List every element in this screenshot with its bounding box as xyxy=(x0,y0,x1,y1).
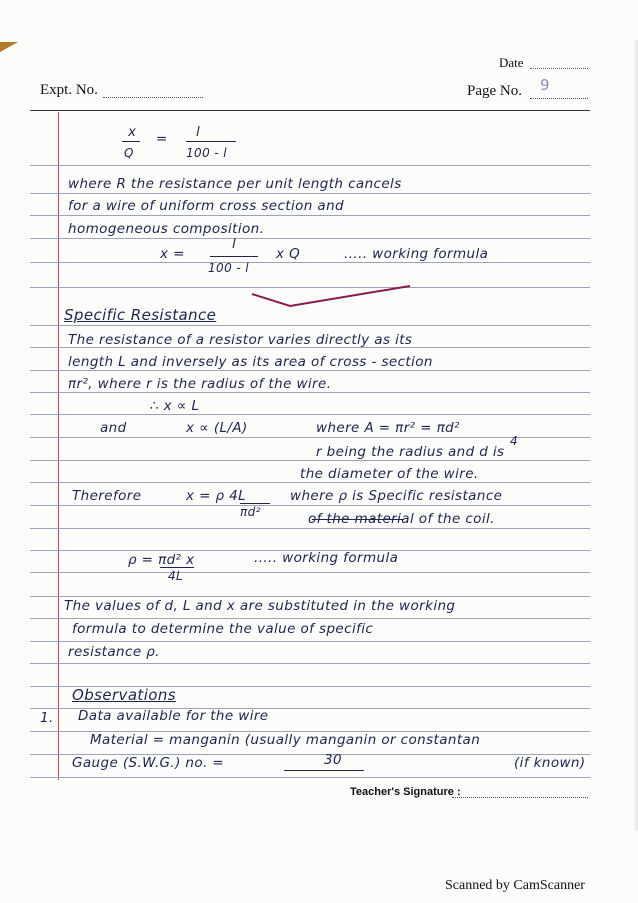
ruled-line xyxy=(30,325,590,326)
ruled-line xyxy=(30,414,590,415)
expt-no-field-line xyxy=(103,97,203,98)
formula-denominator: 100 - l xyxy=(208,261,249,275)
scanner-watermark: Scanned by CamScanner xyxy=(445,878,585,893)
text-line: The resistance of a resistor varies directly as its xyxy=(68,332,413,348)
formula-times-q: x Q xyxy=(276,246,301,262)
ratio-numerator-x: x xyxy=(128,124,137,140)
page-no-field-line xyxy=(530,98,588,99)
text-line: length L and inversely as its area of cross - section xyxy=(68,354,433,370)
section-heading: Specific Resistance xyxy=(64,306,217,324)
ratio-equals: = xyxy=(156,131,168,147)
text-line: resistance ρ. xyxy=(68,644,160,660)
text-line: for a wire of uniform cross section and xyxy=(68,198,345,214)
ruled-line xyxy=(30,505,590,506)
ruled-line xyxy=(30,596,590,597)
text-line: The values of d, L and x are substituted in the working xyxy=(64,598,456,614)
ruled-line xyxy=(30,618,590,619)
formula-denominator: 4L xyxy=(168,569,184,583)
text-line: πr², where r is the radius of the wire. xyxy=(68,376,332,392)
ruled-line xyxy=(30,572,590,573)
fraction-bar xyxy=(122,141,140,142)
text-line: and xyxy=(100,420,127,436)
formula-denominator: πd² xyxy=(240,505,261,519)
ruled-line xyxy=(30,777,590,778)
formula-rho: x = ρ 4L xyxy=(186,488,247,504)
margin-line xyxy=(58,112,59,780)
text-line: Data available for the wire xyxy=(78,708,269,724)
ruled-line xyxy=(30,370,590,371)
ruled-line xyxy=(30,215,590,216)
text-line: formula to determine the value of specific xyxy=(72,621,374,637)
header-rule xyxy=(30,110,590,111)
text-line: where R the resistance per unit length cancels xyxy=(68,176,402,192)
ratio-denominator-q: Q xyxy=(124,146,134,160)
text-line: where A = πr² = πd² xyxy=(316,420,460,436)
ruled-line xyxy=(30,238,590,239)
text-line: (if known) xyxy=(514,755,586,771)
text-line: x ∝ (L/A) xyxy=(186,420,248,436)
text-line: of the material of the coil. xyxy=(308,511,495,527)
formula-rho-final: ρ = πd² x xyxy=(128,552,195,568)
text-line: 4 xyxy=(510,434,519,448)
strikethrough xyxy=(312,519,404,520)
text-line: where ρ is Specific resistance xyxy=(290,488,503,504)
page-no-label: Page No. xyxy=(467,83,522,99)
text-line: r being the radius and d is xyxy=(316,444,505,460)
ratio-numerator-l: l xyxy=(196,124,201,140)
fraction-bar xyxy=(210,256,258,257)
text-line: ∴ x ∝ L xyxy=(150,398,200,414)
date-label: Date xyxy=(499,55,524,70)
ruled-line xyxy=(30,528,590,529)
working-formula-note: ..... working formula xyxy=(344,246,489,262)
value-underline xyxy=(284,770,364,771)
page-no-value: 9 xyxy=(540,76,550,94)
text-line: Gauge (S.W.G.) no. = xyxy=(72,755,225,771)
corner-mark xyxy=(0,42,18,52)
ruled-line xyxy=(30,262,590,263)
fraction-bar xyxy=(160,567,194,568)
ruled-line xyxy=(30,392,590,393)
text-line: Material = manganin (usually manganin or constantan xyxy=(90,732,481,748)
ruled-line xyxy=(30,193,590,194)
observations-heading: Observations xyxy=(72,686,176,704)
expt-no-label: Expt. No. xyxy=(40,82,98,98)
gauge-value: 30 xyxy=(324,752,342,768)
teacher-signature-label: Teacher's Signature : xyxy=(350,786,461,798)
ratio-denominator: 100 - l xyxy=(186,146,227,160)
formula-lhs: x = xyxy=(160,246,185,262)
teacher-signature-line xyxy=(452,797,588,798)
list-number: 1. xyxy=(40,710,54,726)
ruled-line xyxy=(30,663,590,664)
formula-numerator: l xyxy=(232,236,237,252)
fraction-bar xyxy=(186,141,236,142)
working-formula-note: ..... working formula xyxy=(254,550,399,566)
ruled-line xyxy=(30,482,590,483)
text-line: homogeneous composition. xyxy=(68,221,265,237)
ruled-line xyxy=(30,641,590,642)
text-line: Therefore xyxy=(72,488,142,504)
text-line: the diameter of the wire. xyxy=(300,466,479,482)
ruled-line xyxy=(30,165,590,166)
date-field-line xyxy=(530,68,588,69)
ruled-line xyxy=(30,460,590,461)
check-mark-icon xyxy=(250,280,420,310)
fraction-bar xyxy=(240,503,270,504)
ruled-line xyxy=(30,437,590,438)
page-edge-shadow xyxy=(632,40,638,830)
